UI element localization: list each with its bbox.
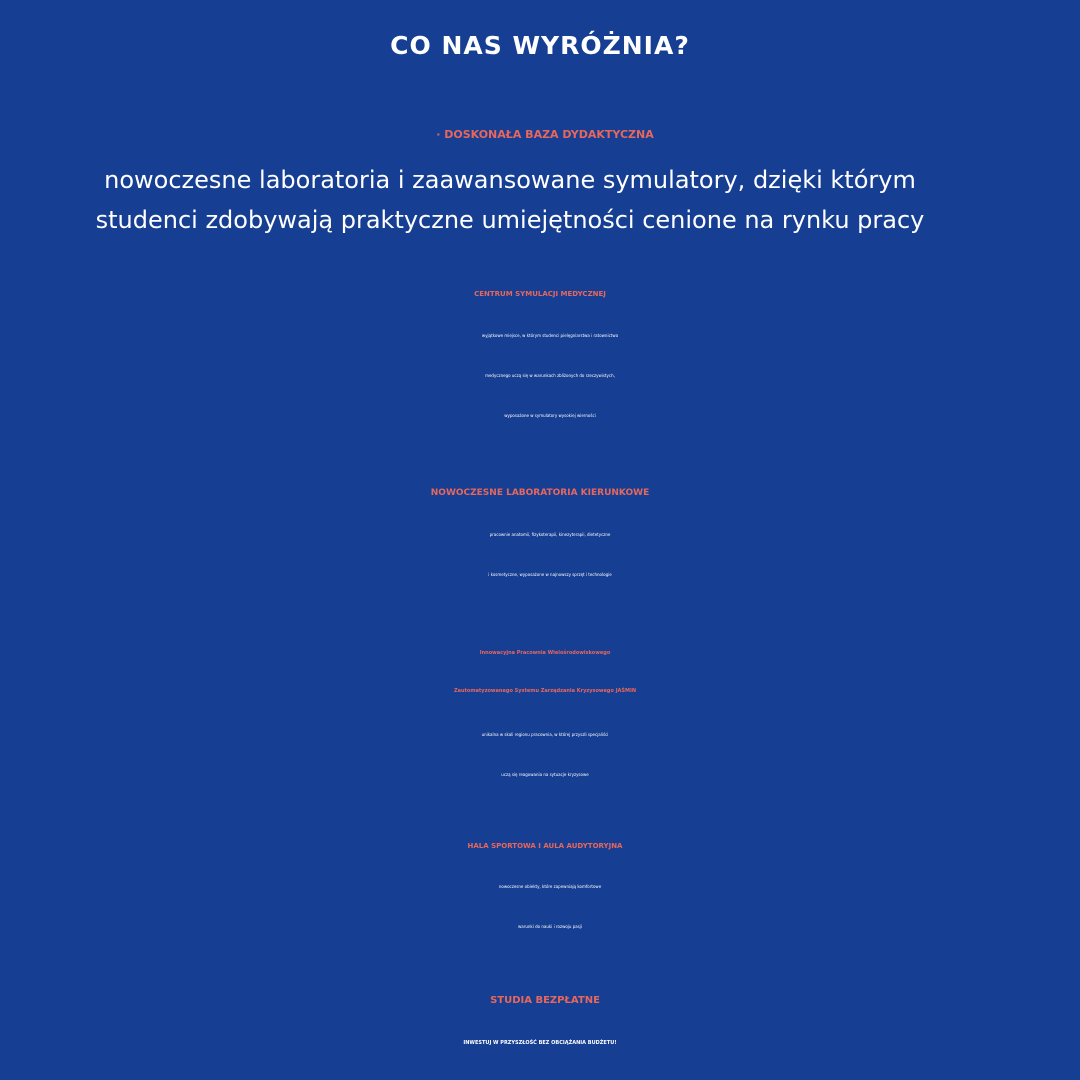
section-body-line: medycznego uczą się w warunkach zbliżonych do rzeczywistych, [485, 373, 615, 378]
section-heading-pracownia-jasmin [0, 634, 1080, 710]
section-body-line: pracownie anatomii, fizykoterapii, kinezyterapii, dietetyczne [489, 532, 611, 537]
tagline: INWESTUJ W PRZYSZŁOŚĆ BEZ OBCIĄŻANIA BUDŻETU! [463, 1040, 617, 1046]
section-body-baza-dydaktyczna [0, 160, 1020, 240]
section-heading-baza-dydaktyczna: · DOSKONAŁA BAZA DYDAKTYCZNA [436, 128, 654, 141]
section-body-line: uczą się reagowania na sytuacje kryzysowe [501, 772, 589, 777]
section-heading-hala-sportowa: HALA SPORTOWA I AULA AUDYTORYJNA [467, 842, 623, 850]
section-body-line: wyjątkowe miejsce, w którym studenci pielęgniarstwa i ratownictwa [481, 333, 619, 338]
page-title: CO NAS WYRÓŻNIA? [390, 31, 690, 60]
section-body-line: warunki do nauki i rozwoju pasji [517, 924, 583, 929]
section-heading-line: Zautomatyzowanego Systemu Zarządzania Kryzysowego JAŚMIN [453, 688, 637, 694]
section-body-laboratoria-kierunkowe [0, 515, 1080, 595]
section-body-centrum-symulacji [0, 316, 1080, 436]
section-body-hala-sportowa [0, 867, 1080, 947]
section-body-line: nowoczesne obiekty, które zapewniają komfortowe [498, 884, 602, 889]
section-body-line: unikalna w skali regionu pracownia, w której przyszli specjaliści [481, 732, 609, 737]
section-heading-studia-bezplatne: STUDIA BEZPŁATNE [490, 995, 600, 1006]
section-body-line: studenci zdobywają praktyczne umiejętności cenione na rynku pracy [95, 206, 925, 234]
section-body-pracownia-jasmin [0, 715, 1080, 795]
section-heading-line: Innowacyjna Pracownia Wielośrodowiskowego [479, 650, 611, 656]
section-body-line: wyposażone w symulatory wysokiej wierności [504, 413, 596, 418]
section-body-line: nowoczesne laboratoria i zaawansowane symulatory, dzięki którym [104, 166, 916, 194]
section-heading-laboratoria-kierunkowe: NOWOCZESNE LABORATORIA KIERUNKOWE [430, 488, 650, 498]
section-body-line: i kosmetyczne, wyposażone w najnowszy sprzęt i technologie [488, 572, 612, 577]
section-heading-centrum-symulacji: CENTRUM SYMULACJI MEDYCZNEJ [474, 290, 606, 298]
